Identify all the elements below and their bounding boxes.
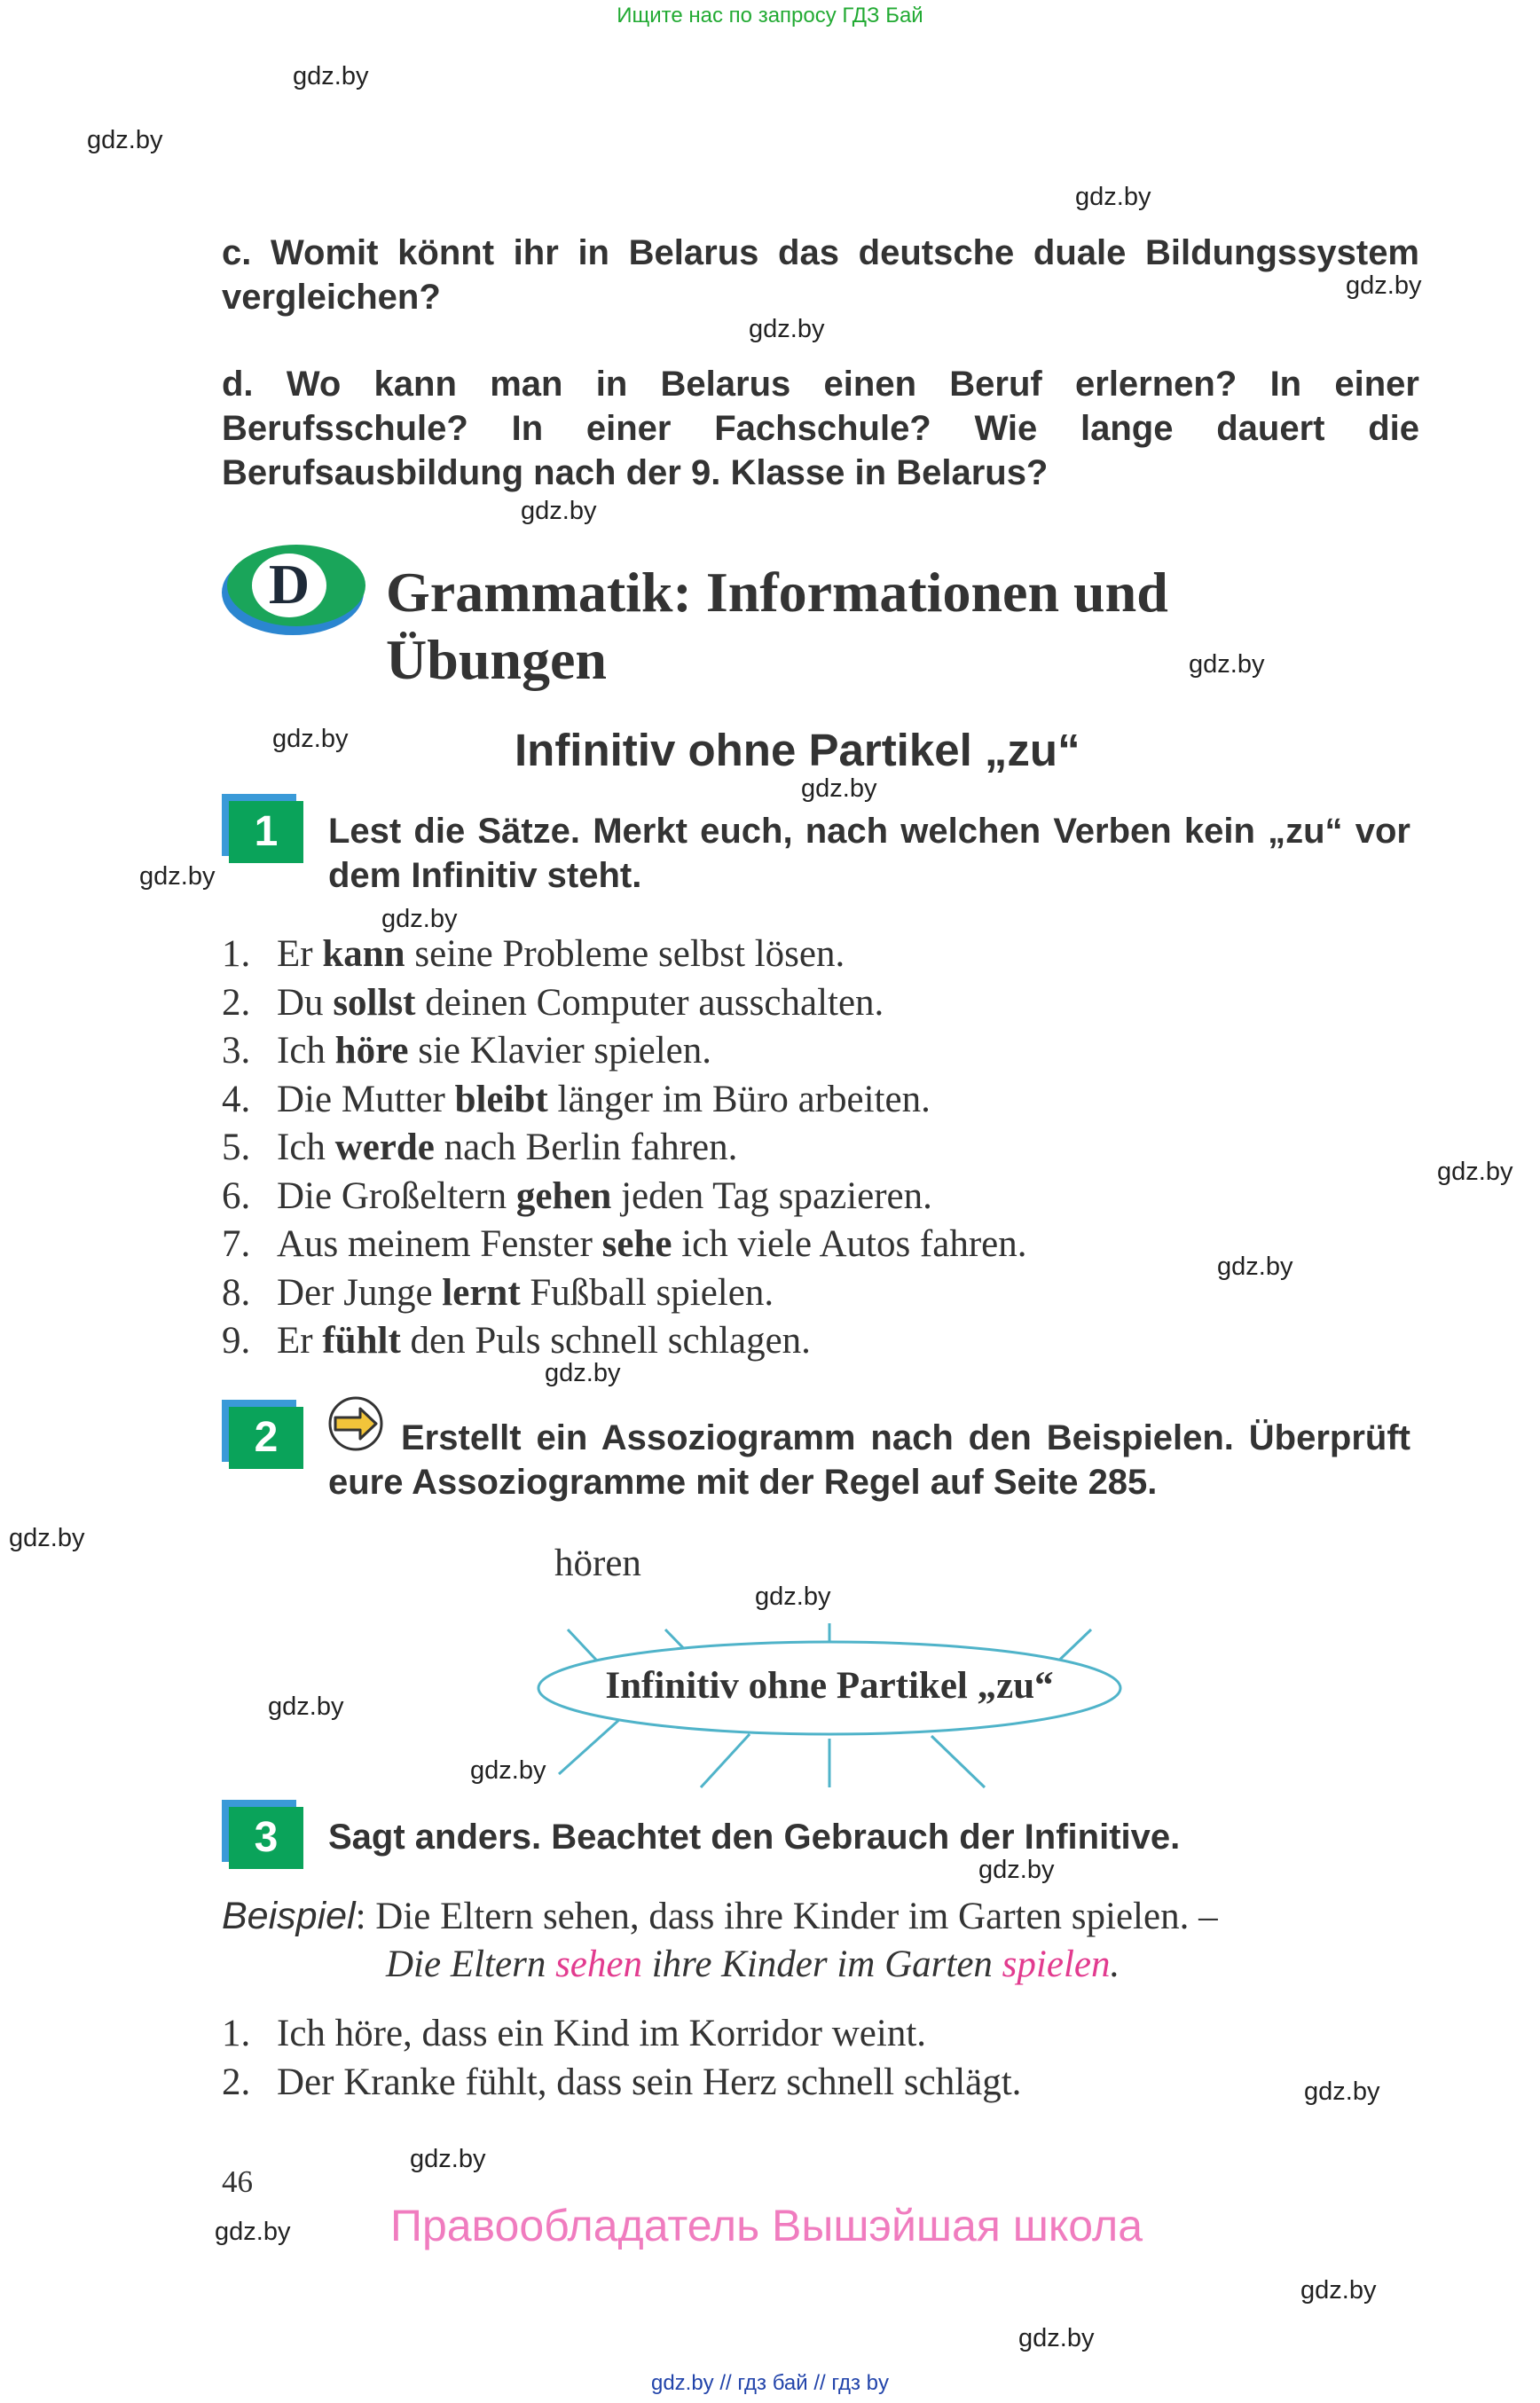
list-item xyxy=(222,1173,1027,1221)
top-note: Ищите нас по запросу ГДЗ Бай xyxy=(617,4,923,27)
sentence-part: ich viele Autos fahren. xyxy=(672,1223,1027,1265)
example-label: Beispiel xyxy=(222,1895,356,1937)
task1-instruction: Lest die Sätze. Merkt euch, nach welchen Verben kein „zu“ vor dem Infinitiv steht. xyxy=(328,812,1410,895)
list-item xyxy=(222,1076,1027,1125)
task-badge-1 xyxy=(222,794,302,861)
example-answer xyxy=(222,1941,1428,1989)
watermark: gdz.by xyxy=(470,1756,546,1785)
watermark: gdz.by xyxy=(139,862,216,891)
section-d-logo xyxy=(220,539,371,637)
task-number: 3 xyxy=(229,1807,303,1869)
task-badge-3 xyxy=(222,1800,302,1867)
item-number: 9. xyxy=(222,1320,251,1362)
watermark: gdz.by xyxy=(749,315,825,343)
modal-verb: höre xyxy=(334,1030,409,1072)
watermark: gdz.by xyxy=(801,774,877,803)
page-number: 46 xyxy=(222,2164,253,2199)
task-number: 1 xyxy=(229,801,303,863)
example-answer-part: ihre Kinder im Garten xyxy=(641,1944,1002,1985)
modal-verb: lernt xyxy=(442,1271,521,1314)
sentence-part: seine Probleme selbst lösen. xyxy=(405,933,845,975)
modal-verb: kann xyxy=(322,933,405,975)
sentence-part: den Puls schnell schlagen. xyxy=(400,1320,811,1362)
watermark: gdz.by xyxy=(410,2145,486,2173)
list-item xyxy=(222,1317,1027,1366)
rights-holder: Правообладатель Вышэйшая школа xyxy=(390,2201,1143,2250)
example-sentence: Die Eltern sehen, dass ihre Kinder im Garten spielen. – xyxy=(375,1896,1218,1937)
sentence-part: Die Mutter xyxy=(277,1078,455,1120)
watermark: gdz.by xyxy=(268,1692,344,1721)
watermark: gdz.by xyxy=(9,1524,85,1552)
watermark: gdz.by xyxy=(1300,2276,1377,2305)
list-item xyxy=(222,1221,1027,1269)
task3-instruction: Sagt anders. Beachtet den Gebrauch der Infinitive. xyxy=(328,1818,1181,1857)
watermark: gdz.by xyxy=(1189,650,1265,679)
list-item xyxy=(222,931,1027,979)
watermark: gdz.by xyxy=(1217,1253,1293,1281)
item-number: 6. xyxy=(222,1174,251,1217)
example-verb: spielen xyxy=(1002,1944,1111,1985)
watermark: gdz.by xyxy=(1075,183,1151,211)
modal-verb: sehe xyxy=(601,1223,672,1265)
item-number: 1. xyxy=(222,933,251,975)
watermark: gdz.by xyxy=(545,1359,621,1387)
watermark: gdz.by xyxy=(381,905,458,933)
watermark: gdz.by xyxy=(293,62,369,90)
watermark: gdz.by xyxy=(978,1856,1055,1884)
list-item xyxy=(222,1027,1027,1076)
list-item xyxy=(222,979,1027,1028)
watermark: gdz.by xyxy=(1437,1158,1513,1186)
item-text: Ich höre, dass ein Kind im Korridor weint. xyxy=(277,2013,927,2054)
watermark: gdz.by xyxy=(272,725,349,753)
item-number: 2. xyxy=(222,2061,251,2103)
watermark: gdz.by xyxy=(755,1582,831,1611)
question-d: d. Wo kann man in Belarus einen Beruf erlernen? In einer Berufsschule? In einer Fachschule? Wie lange dauert die Berufsausbildung nach der 9. Klasse in Belarus? xyxy=(222,365,1419,492)
sentence-part: Aus meinem Fenster xyxy=(277,1223,602,1265)
sentence-part: Du xyxy=(277,981,334,1024)
sentence-part: Ich xyxy=(277,1030,335,1072)
example-block xyxy=(222,1892,1428,1989)
question-c: c. Womit könnt ihr in Belarus das deutsche duale Bildungssystem vergleichen? xyxy=(222,233,1419,317)
diagram-word: hören xyxy=(554,1543,641,1584)
watermark: gdz.by xyxy=(521,497,597,525)
example-answer-end: . xyxy=(1110,1944,1120,1985)
modal-verb: gehen xyxy=(515,1174,612,1217)
watermark: gdz.by xyxy=(1346,271,1422,300)
list-item xyxy=(222,2059,1021,2108)
modal-verb: fühlt xyxy=(322,1320,401,1362)
task1-sentences xyxy=(222,931,1027,1366)
modal-verb: sollst xyxy=(333,981,416,1024)
watermark: gdz.by xyxy=(87,126,163,154)
item-number: 1. xyxy=(222,2013,251,2054)
item-number: 5. xyxy=(222,1127,251,1168)
item-number: 8. xyxy=(222,1271,251,1314)
example-verb: sehen xyxy=(555,1944,642,1985)
modal-verb: bleibt xyxy=(454,1078,548,1120)
item-number: 7. xyxy=(222,1223,251,1265)
sentence-part: Er xyxy=(277,1320,323,1362)
watermark: gdz.by xyxy=(1018,2324,1095,2352)
example-answer-part: Die Eltern xyxy=(386,1944,556,1985)
sentence-part: sie Klavier spielen. xyxy=(408,1030,711,1072)
item-number: 3. xyxy=(222,1030,251,1072)
sentence-part: Fußball spielen. xyxy=(520,1271,774,1314)
task-badge-2 xyxy=(222,1400,302,1467)
modal-verb: werde xyxy=(334,1127,435,1168)
sentence-part: länger im Büro arbeiten. xyxy=(547,1078,931,1120)
section-title-line2: Übungen xyxy=(386,628,607,691)
task-number: 2 xyxy=(229,1407,303,1469)
task2-instruction: Erstellt ein Assoziogramm nach den Beispielen. Überprüft eure Assoziogramme mit der Regel auf Seite 285. xyxy=(328,1418,1410,1502)
subheading: Infinitiv ohne Partikel „zu“ xyxy=(515,725,1080,775)
sentence-part: Die Großeltern xyxy=(277,1174,516,1217)
sentence-part: jeden Tag spazieren. xyxy=(611,1174,932,1217)
example-line1: Beispiel: Die Eltern sehen, dass ihre Kinder im Garten spielen. – xyxy=(222,1895,1218,1937)
sentence-part: nach Berlin fahren. xyxy=(434,1127,738,1168)
item-number: 4. xyxy=(222,1078,251,1120)
task3-exercises xyxy=(222,2010,1021,2107)
watermark: gdz.by xyxy=(215,2218,291,2246)
sentence-part: deinen Computer ausschalten. xyxy=(415,981,884,1024)
item-number: 2. xyxy=(222,981,251,1024)
list-item xyxy=(222,1124,1027,1173)
section-title xyxy=(386,559,1168,694)
sentence-part: Er xyxy=(277,933,323,975)
sentence-part: Der Junge xyxy=(277,1271,443,1314)
sentence-part: Ich xyxy=(277,1127,335,1168)
section-title-line1: Grammatik: Informationen und xyxy=(386,561,1168,624)
watermark: gdz.by xyxy=(1304,2077,1380,2106)
section-letter: D xyxy=(268,553,310,616)
list-item xyxy=(222,2010,1021,2059)
list-item xyxy=(222,1269,1027,1318)
item-text: Der Kranke fühlt, dass sein Herz schnell schlägt. xyxy=(277,2061,1022,2103)
diagram-center-label: Infinitiv ohne Partikel „zu“ xyxy=(605,1665,1054,1707)
footer-links[interactable]: gdz.by // гдз бай // гдз by xyxy=(650,2371,890,2395)
